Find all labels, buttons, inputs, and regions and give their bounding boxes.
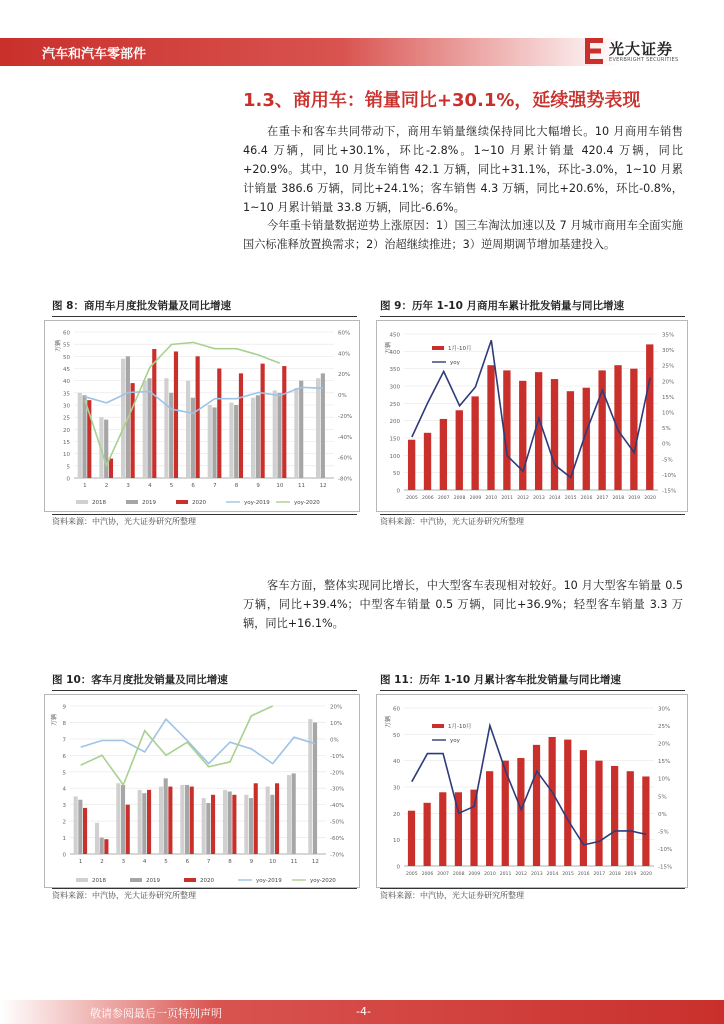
- bar-1月-10月: [549, 737, 556, 866]
- bar-2019: [164, 778, 168, 854]
- bar-1月-10月: [487, 365, 494, 490]
- bar-2018: [186, 381, 190, 478]
- y2-tick-label: -60%: [338, 455, 353, 462]
- bar-2020: [83, 808, 87, 854]
- y-unit-label: 万辆: [385, 341, 392, 355]
- bar-1月-10月: [517, 758, 524, 866]
- bar-2020: [131, 383, 135, 478]
- y-tick-label: 50: [63, 354, 70, 361]
- fig10-rule-bottom: [52, 888, 357, 889]
- y2-tick-label: -20%: [338, 413, 353, 420]
- y-unit-label: 万辆: [51, 713, 58, 727]
- x-tick-label: 2017: [596, 496, 609, 501]
- y2-tick-label: 10%: [662, 410, 675, 417]
- footer-bar: [0, 1000, 724, 1024]
- bar-2018: [223, 790, 227, 854]
- fig8-rule: [52, 316, 357, 317]
- bar-1月-10月: [519, 381, 526, 490]
- y-tick-label: 3: [62, 803, 66, 810]
- y2-tick-label: -5%: [662, 457, 673, 464]
- bar-2020: [239, 373, 243, 478]
- bar-1月-10月: [551, 379, 558, 490]
- bar-1月-10月: [646, 344, 653, 490]
- bar-2019: [234, 405, 238, 478]
- x-tick-label: 8: [228, 859, 232, 865]
- bar-2018: [273, 390, 277, 478]
- y-tick-label: 50: [393, 471, 400, 478]
- bar-2018: [202, 798, 206, 854]
- y-tick-label: 300: [389, 384, 400, 391]
- bar-2018: [316, 378, 320, 478]
- x-tick-label: 2013: [533, 496, 545, 501]
- header-bar: [0, 38, 620, 66]
- bar-2018: [159, 787, 163, 854]
- bar-2019: [169, 393, 173, 478]
- bar-2019: [100, 838, 104, 854]
- bar-1月-10月: [486, 771, 493, 866]
- y-tick-label: 1: [62, 836, 66, 843]
- y2-tick-label: 30%: [662, 348, 675, 355]
- x-tick-label: 1: [78, 859, 83, 865]
- fig11-source: 资料来源：中汽协，光大证券研究所整理: [380, 891, 524, 900]
- y-tick-label: 350: [389, 367, 400, 374]
- y-tick-label: 25: [63, 415, 70, 422]
- paragraph-1: 在重卡和客车共同带动下，商用车销量继续保持同比大幅增长。10 月商用车销售 46.4 万辆，同比+30.1%，环比-2.8%。1~10 月累计销量 420.4 万辆，同比+20.9%。其中，10 月货车销售 42.1 万辆，同比+31.1%，环比-3.0%，1~10 月累计销量 386.6 万辆，同比+24.1%；客车销售 4.3 万辆，同比+20.6%，环比-0.8%，1~10 月累计销量 33.8 万辆，同比-6.6%。: [243, 125, 683, 214]
- legend-label: 1月-10月: [448, 724, 472, 730]
- legend-label: 2020: [200, 878, 214, 884]
- bar-1月-10月: [440, 419, 447, 490]
- x-tick-label: 11: [298, 483, 305, 489]
- bar-2019: [249, 798, 253, 854]
- x-tick-label: 2: [100, 859, 104, 865]
- y2-tick-label: -30%: [330, 786, 345, 793]
- y-tick-label: 20: [393, 811, 400, 818]
- x-tick-label: 3: [126, 483, 130, 489]
- y2-tick-label: 10%: [330, 720, 343, 727]
- y2-tick-label: 0%: [662, 441, 671, 448]
- x-tick-label: 2017: [593, 872, 606, 877]
- bar-2018: [95, 823, 99, 854]
- y2-tick-label: 5%: [662, 426, 671, 433]
- bar-1月-10月: [595, 761, 602, 866]
- x-tick-label: 2008: [452, 872, 465, 877]
- bar-1月-10月: [470, 790, 477, 866]
- y2-tick-label: -10%: [330, 753, 345, 760]
- bar-2018: [74, 796, 78, 854]
- footer-disclaimer: 敬请参阅最后一页特别声明: [90, 1007, 222, 1020]
- x-tick-label: 9: [256, 483, 260, 489]
- y2-tick-label: 15%: [658, 759, 671, 766]
- bar-2018: [251, 398, 255, 478]
- y-tick-label: 400: [389, 349, 400, 356]
- x-tick-label: 2008: [453, 496, 466, 501]
- bar-1月-10月: [642, 776, 649, 866]
- y2-tick-label: 0%: [330, 737, 339, 744]
- x-tick-label: 2018: [612, 496, 625, 501]
- x-tick-label: 7: [206, 859, 211, 865]
- y2-tick-label: -15%: [658, 864, 673, 871]
- bar-2019: [256, 395, 260, 478]
- bar-2020: [196, 356, 200, 478]
- legend-label: 2018: [92, 878, 106, 884]
- y-tick-label: 150: [389, 436, 400, 443]
- y-tick-label: 100: [389, 453, 400, 460]
- bar-2020: [261, 364, 265, 478]
- x-tick-label: 2007: [437, 496, 450, 501]
- bar-2020: [211, 795, 215, 854]
- x-tick-label: 2006: [421, 872, 434, 877]
- bar-2020: [232, 795, 236, 854]
- bar-1月-10月: [456, 410, 463, 490]
- legend-swatch: [76, 500, 88, 504]
- bar-2018: [266, 787, 270, 854]
- bar-2018: [244, 795, 248, 854]
- x-tick-label: 4: [142, 859, 147, 865]
- x-tick-label: 5: [164, 859, 168, 865]
- logo-mark-icon: [585, 38, 603, 64]
- x-tick-label: 2012: [517, 496, 529, 501]
- x-tick-label: 2: [104, 483, 109, 489]
- bar-1月-10月: [598, 370, 605, 490]
- x-tick-label: 8: [234, 483, 239, 489]
- x-tick-label: 2005: [406, 496, 418, 501]
- fig9-title: 图 9：历年 1-10 月商用车累计批发销量与同比增速: [380, 300, 625, 312]
- bar-2018: [164, 378, 168, 478]
- y-tick-label: 40: [63, 379, 70, 386]
- y2-tick-label: 60%: [338, 330, 351, 337]
- x-tick-label: 10: [269, 859, 277, 865]
- legend-label: yoy-2019: [256, 878, 282, 884]
- bar-2018: [143, 381, 147, 478]
- fig9-rule-bottom: [380, 514, 685, 515]
- bar-2019: [78, 800, 82, 854]
- legend-label: 1月-10月: [448, 346, 472, 352]
- y-tick-label: 15: [63, 440, 70, 446]
- legend-label: yoy: [450, 738, 460, 744]
- fig11-title: 图 11：历年 1-10 月累计客车批发销量与同比增速: [380, 674, 621, 686]
- y-tick-label: 60: [63, 330, 70, 337]
- y-tick-label: 0: [396, 488, 400, 495]
- x-tick-label: 2011: [501, 496, 514, 501]
- logo-cn: 光大证券: [609, 40, 674, 58]
- x-tick-label: 5: [169, 483, 174, 489]
- x-tick-label: 12: [311, 859, 319, 865]
- x-tick-label: 1: [83, 483, 87, 489]
- fig9-chart: [376, 320, 688, 512]
- bar-2019: [142, 793, 146, 854]
- y-tick-label: 5: [66, 464, 70, 471]
- y2-tick-label: -80%: [338, 476, 353, 483]
- fig9-source: 资料来源：中汽协，光大证券研究所整理: [380, 517, 524, 526]
- fig8-chart: [44, 320, 360, 512]
- bar-2019: [191, 398, 195, 478]
- x-tick-label: 2010: [484, 872, 496, 877]
- legend-swatch: [184, 878, 196, 882]
- y-unit-label: 万辆: [55, 339, 62, 353]
- x-tick-label: 2009: [469, 496, 482, 501]
- bar-2020: [152, 349, 156, 478]
- x-tick-label: 12: [319, 483, 327, 489]
- bar-1月-10月: [535, 372, 542, 490]
- bar-2019: [299, 381, 303, 478]
- y2-tick-label: -70%: [330, 852, 345, 859]
- legend-label: 2018: [92, 500, 106, 506]
- x-tick-label: 4: [148, 483, 152, 489]
- fig9-rule: [380, 316, 685, 317]
- x-tick-label: 2007: [437, 872, 449, 877]
- bar-2020: [126, 805, 130, 854]
- paragraph-2: 今年重卡销量数据逆势上涨原因：1）国三车淘汰加速以及 7 月城市商用车全面实施国六标准释放置换需求；2）治超继续推进；3）逆周期调节增加基建投入。: [243, 219, 683, 251]
- x-tick-label: 2019: [628, 496, 641, 501]
- bar-1月-10月: [564, 740, 571, 866]
- fig10-source: 资料来源：中汽协，光大证券研究所整理: [52, 891, 196, 900]
- y-tick-label: 50: [393, 732, 400, 739]
- y2-tick-label: 20%: [330, 704, 343, 711]
- x-tick-label: 2009: [468, 872, 481, 877]
- bar-1月-10月: [627, 771, 634, 866]
- bar-1月-10月: [630, 369, 637, 490]
- x-tick-label: 2020: [640, 872, 653, 877]
- y-tick-label: 10: [63, 452, 70, 459]
- bar-2019: [185, 785, 189, 854]
- bar-2019: [212, 407, 216, 478]
- bar-1月-10月: [408, 440, 415, 490]
- bar-1月-10月: [614, 365, 621, 490]
- x-tick-label: 9: [249, 859, 254, 865]
- y2-tick-label: -5%: [658, 829, 669, 836]
- bar-2018: [208, 405, 212, 478]
- line-yoy-2020: [81, 706, 273, 785]
- x-tick-label: 2018: [609, 872, 621, 877]
- legend-swatch: [176, 500, 188, 504]
- logo-en: EVERBRIGHT SECURITIES: [609, 57, 679, 63]
- x-tick-label: 2012: [515, 872, 528, 877]
- y2-tick-label: 35%: [662, 332, 675, 339]
- fig10-chart: [44, 694, 360, 888]
- fig10-rule: [52, 690, 357, 691]
- legend-swatch: [432, 346, 444, 350]
- chart-frame: [377, 321, 688, 512]
- legend-label: 2019: [142, 500, 156, 506]
- x-tick-label: 2015: [564, 496, 577, 501]
- legend-label: 2019: [146, 878, 160, 884]
- bar-1月-10月: [424, 803, 431, 866]
- line-yoy-2019: [85, 387, 323, 413]
- bar-2018: [138, 790, 142, 854]
- chart-frame: [45, 321, 360, 512]
- x-tick-label: 2014: [546, 872, 559, 877]
- y2-tick-label: -10%: [658, 846, 673, 853]
- fig8-rule-bottom: [52, 514, 357, 515]
- legend-label: 2020: [192, 500, 206, 506]
- y-tick-label: 10: [393, 838, 400, 845]
- bar-2018: [121, 359, 125, 478]
- y-tick-label: 2: [62, 819, 66, 826]
- y2-tick-label: 30%: [658, 706, 671, 713]
- legend-label: yoy: [450, 360, 460, 366]
- y2-tick-label: 40%: [338, 351, 351, 358]
- bar-1月-10月: [424, 433, 431, 490]
- legend-label: yoy-2020: [310, 878, 336, 884]
- bar-2018: [308, 719, 312, 854]
- y2-tick-label: 5%: [658, 794, 667, 801]
- section-heading: 1.3、商用车：销量同比+30.1%，延续强势表现: [243, 90, 641, 111]
- y2-tick-label: -15%: [662, 488, 677, 495]
- bar-1月-10月: [580, 750, 587, 866]
- y-tick-label: 8: [62, 720, 66, 727]
- bar-2020: [190, 787, 194, 854]
- y-tick-label: 20: [63, 427, 70, 434]
- y-tick-label: 30: [63, 403, 70, 410]
- bar-1月-10月: [439, 792, 446, 866]
- y2-tick-label: 20%: [338, 372, 351, 379]
- legend-swatch: [432, 724, 444, 728]
- bar-2019: [277, 393, 281, 478]
- page-number: -4-: [356, 1005, 371, 1018]
- y-tick-label: 450: [389, 332, 400, 339]
- bar-2020: [254, 783, 258, 854]
- bar-2018: [287, 775, 291, 854]
- bar-2020: [147, 790, 151, 854]
- legend-label: yoy-2020: [294, 500, 320, 506]
- bar-2018: [229, 403, 233, 478]
- y2-tick-label: -40%: [330, 803, 345, 810]
- line-yoy-2019: [81, 719, 316, 763]
- legend-label: yoy-2019: [244, 500, 270, 506]
- y-tick-label: 7: [62, 737, 66, 744]
- x-tick-label: 3: [121, 859, 126, 865]
- chart-frame: [377, 695, 688, 888]
- x-tick-label: 2013: [530, 872, 543, 877]
- y2-tick-label: -60%: [330, 836, 345, 843]
- x-tick-label: 2005: [405, 872, 418, 877]
- bar-2018: [294, 388, 298, 478]
- bar-2019: [313, 722, 317, 854]
- y-tick-label: 55: [63, 342, 70, 349]
- y-tick-label: 9: [62, 704, 66, 711]
- y2-tick-label: -50%: [330, 819, 345, 826]
- bar-2020: [104, 839, 108, 854]
- bar-1月-10月: [471, 396, 478, 490]
- bar-2019: [121, 785, 125, 854]
- fig11-chart: [376, 694, 688, 888]
- bar-2019: [270, 795, 274, 854]
- y-tick-label: 60: [393, 706, 400, 713]
- bar-2019: [104, 420, 108, 478]
- y2-tick-label: -20%: [330, 770, 345, 777]
- y-tick-label: 5: [62, 770, 66, 777]
- fig11-rule: [380, 690, 685, 691]
- legend-swatch: [130, 878, 142, 882]
- bar-2020: [174, 351, 178, 478]
- y-tick-label: 40: [393, 759, 400, 766]
- bar-1月-10月: [408, 811, 415, 866]
- bar-2019: [228, 792, 232, 854]
- bar-2020: [168, 787, 172, 854]
- x-tick-label: 2011: [499, 872, 512, 877]
- y2-tick-label: -10%: [662, 472, 677, 479]
- y-tick-label: 200: [389, 419, 400, 426]
- bar-1月-10月: [533, 745, 540, 866]
- section-title: 汽车和汽车零部件: [42, 47, 147, 62]
- x-tick-label: 10: [276, 483, 284, 489]
- y-tick-label: 35: [63, 391, 70, 398]
- y2-tick-label: 0%: [338, 393, 347, 400]
- x-tick-label: 2015: [562, 872, 574, 877]
- y2-tick-label: 0%: [658, 811, 667, 818]
- line-yoy-2020: [85, 342, 280, 465]
- y-tick-label: 45: [63, 367, 70, 373]
- fig8-source: 资料来源：中汽协，光大证券研究所整理: [52, 517, 196, 526]
- y-unit-label: 万辆: [385, 715, 392, 729]
- bar-2018: [78, 393, 82, 478]
- x-tick-label: 7: [213, 483, 217, 489]
- x-tick-label: 2010: [485, 496, 498, 501]
- x-tick-label: 2014: [548, 496, 561, 501]
- bar-2020: [282, 366, 286, 478]
- legend-swatch: [76, 878, 88, 882]
- fig11-rule-bottom: [380, 888, 685, 889]
- y2-tick-label: 25%: [658, 724, 671, 731]
- bar-2019: [292, 773, 296, 854]
- bar-2020: [275, 783, 279, 854]
- y2-tick-label: 25%: [662, 363, 675, 370]
- paragraph-3: 客车方面，整体实现同比增长，中大型客车表现相对较好。10 月大型客车销量 0.5 万辆，同比+39.4%；中型客车销量 0.5 万辆，同比+36.9%；轻型客车销量 3.3 万辆，同比+16.1%。: [243, 579, 683, 630]
- y2-tick-label: 20%: [658, 741, 671, 748]
- y2-tick-label: 20%: [662, 379, 675, 386]
- y2-tick-label: 10%: [658, 776, 671, 783]
- y-tick-label: 6: [62, 753, 66, 760]
- bar-2020: [217, 369, 221, 479]
- y-tick-label: 0: [396, 864, 400, 871]
- y2-tick-label: 15%: [662, 394, 675, 401]
- x-tick-label: 6: [191, 483, 195, 489]
- legend-swatch: [126, 500, 138, 504]
- x-tick-label: 2020: [644, 496, 656, 501]
- bar-2019: [206, 803, 210, 854]
- y-tick-label: 4: [62, 786, 66, 793]
- brand-logo: [585, 36, 695, 68]
- x-tick-label: 6: [185, 859, 190, 865]
- y-tick-label: 0: [66, 476, 70, 483]
- x-tick-label: 11: [290, 859, 298, 865]
- x-tick-label: 2016: [580, 496, 593, 501]
- bar-2020: [109, 459, 113, 478]
- x-tick-label: 2019: [624, 872, 637, 877]
- x-tick-label: 2016: [577, 872, 590, 877]
- fig8-title: 图 8：商用车月度批发销量及同比增速: [52, 300, 231, 312]
- y-tick-label: 30: [393, 785, 400, 792]
- y-tick-label: 0: [62, 852, 66, 859]
- bar-2019: [82, 395, 86, 478]
- bar-1月-10月: [611, 766, 618, 866]
- x-tick-label: 2006: [421, 496, 434, 501]
- fig10-title: 图 10：客车月度批发销量及同比增速: [52, 674, 228, 686]
- bar-2018: [116, 783, 120, 854]
- y-tick-label: 250: [389, 401, 400, 408]
- bar-2018: [180, 785, 184, 854]
- y2-tick-label: -40%: [338, 434, 353, 441]
